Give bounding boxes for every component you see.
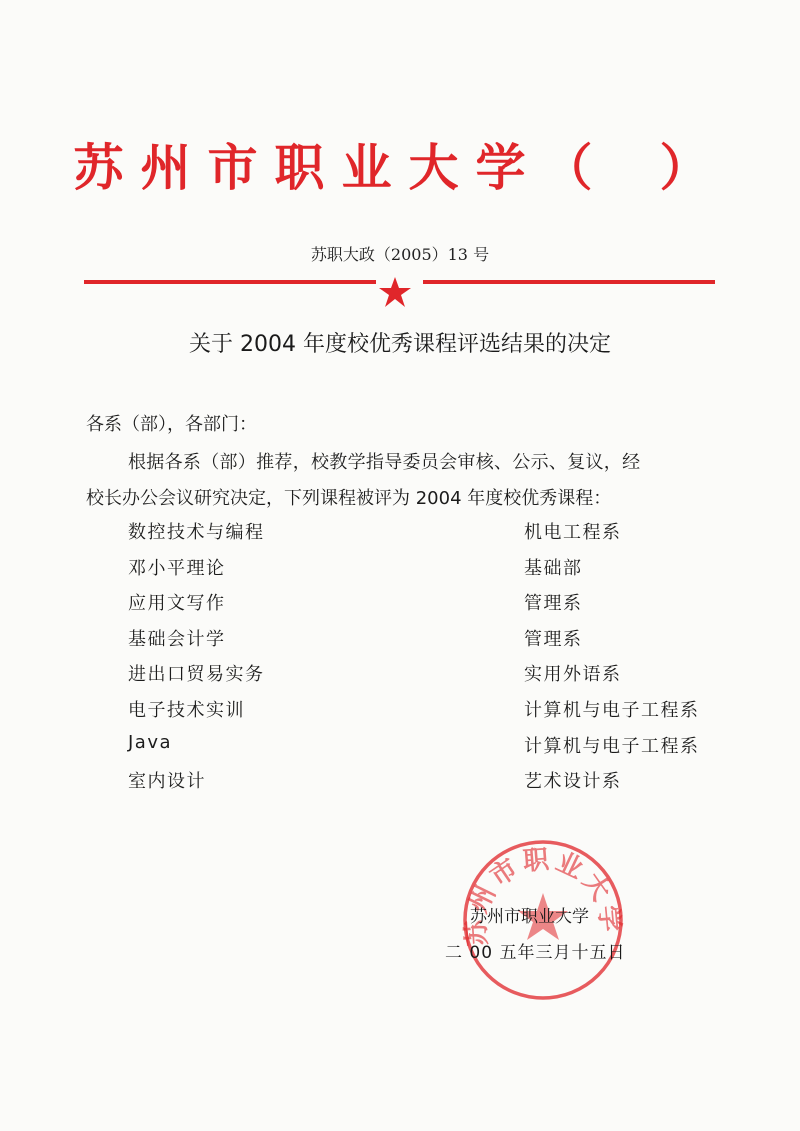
masthead-title (0, 128, 800, 200)
document-title: 关于 2004 年度校优秀课程评选结果的决定 (189, 332, 611, 357)
course-name: 进出口贸易实务 (128, 664, 265, 686)
body-paragraph-line-1: 根据各系（部）推荐，校教学指导委员会审核、公示、复议，经 (128, 452, 641, 473)
course-dept: 管理系 (524, 628, 583, 650)
course-dept: 计算机与电子工程系 (524, 735, 700, 757)
course-name: 电子技术实训 (128, 699, 245, 721)
course-name: 应用文写作 (128, 593, 226, 615)
signature-organization: 苏州市职业大学 (470, 907, 589, 927)
seal-text: 苏州市职业大学 (461, 844, 626, 947)
course-row (128, 554, 718, 590)
signature-date: 二 00 五年三月十五日 (445, 943, 626, 963)
masthead-university-name: 苏州市职业大学（ (73, 138, 610, 197)
course-dept: 管理系 (524, 593, 583, 615)
masthead-close-paren: ） (659, 138, 727, 197)
course-dept: 艺术设计系 (524, 771, 622, 793)
course-dept: 计算机与电子工程系 (524, 699, 700, 721)
red-star-icon (378, 276, 412, 308)
course-row (128, 732, 718, 768)
course-row (128, 625, 718, 661)
course-dept: 基础部 (524, 557, 583, 579)
course-name: 室内设计 (128, 771, 206, 793)
course-row (128, 589, 718, 625)
course-row (128, 696, 718, 732)
course-name: 数控技术与编程 (128, 522, 265, 543)
course-row (128, 660, 718, 696)
course-name: Java (128, 731, 173, 753)
course-name: 邓小平理论 (128, 557, 226, 579)
course-row (128, 767, 718, 803)
course-list (128, 518, 718, 803)
course-dept: 机电工程系 (524, 522, 622, 543)
course-dept: 实用外语系 (524, 664, 622, 686)
course-name: 基础会计学 (128, 628, 226, 650)
document-number: 苏职大政（2005）13 号 (310, 245, 490, 264)
salutation: 各系（部），各部门： (86, 414, 257, 435)
course-row (128, 518, 718, 554)
red-divider-left (84, 280, 376, 284)
body-paragraph-line-2: 校长办公会议研究决定，下列课程被评为 2004 年度校优秀课程： (86, 488, 612, 509)
red-divider-right (423, 280, 715, 284)
